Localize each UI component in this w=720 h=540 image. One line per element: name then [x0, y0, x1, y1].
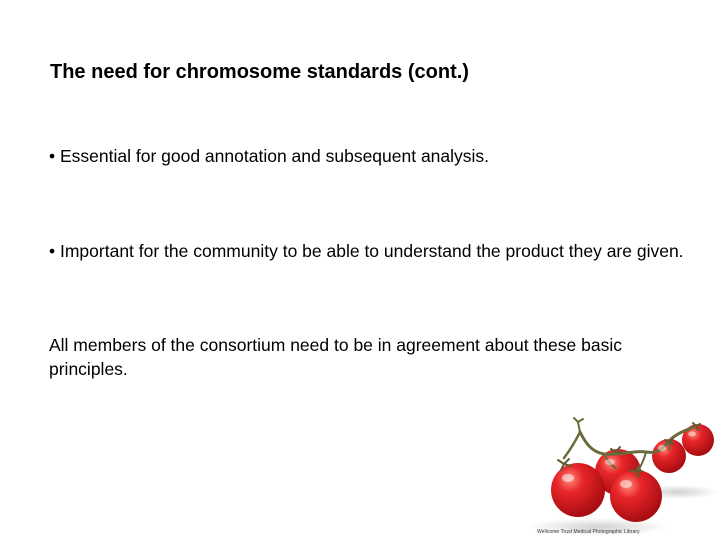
bullet-essential: • Essential for good annotation and subsequent analysis. [49, 146, 490, 166]
photo-credit: Wellcome Trust Medical Photographic Library [537, 529, 640, 535]
tomato-photo [528, 392, 720, 540]
bullet-important: • Important for the community to be able to understand the product they are given. [49, 241, 684, 261]
slide-title: The need for chromosome standards (cont.) [50, 61, 469, 83]
consortium-statement: All members of the consortium need to be in agreement about these basic principles. [49, 335, 622, 379]
cherry-tomatoes-icon [528, 392, 720, 540]
